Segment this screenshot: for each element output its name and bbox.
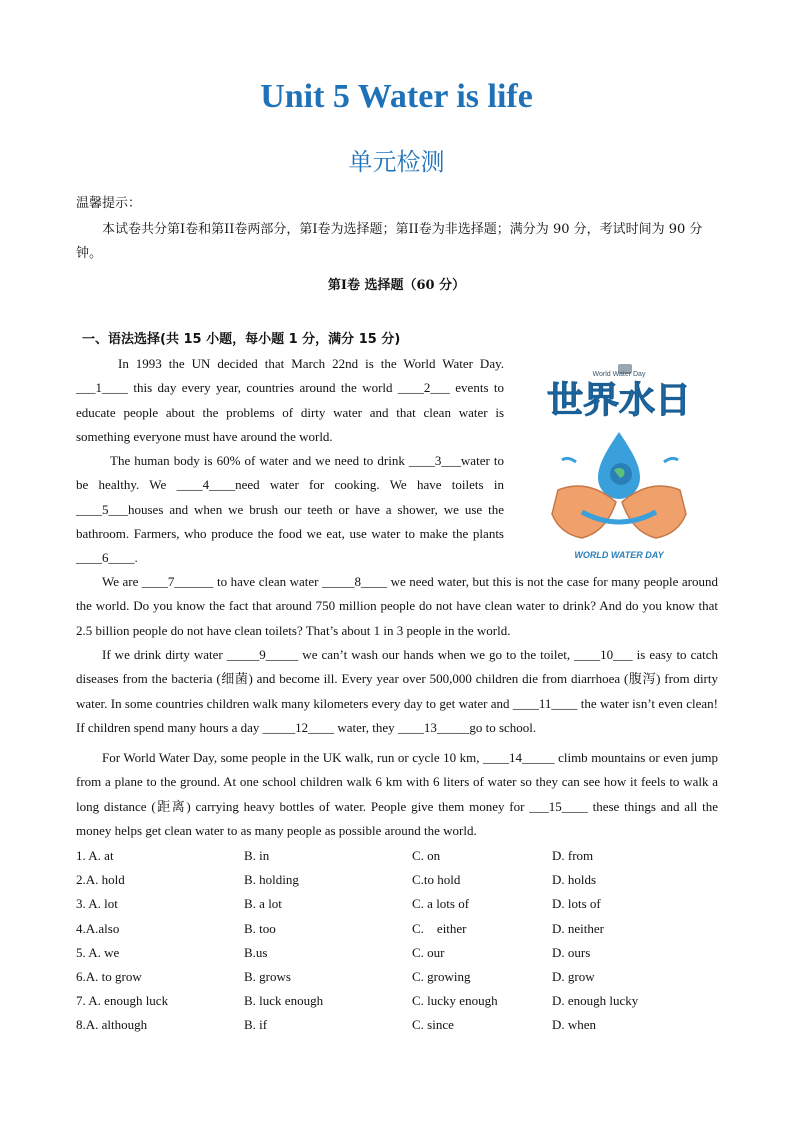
option-c: C. either [412,920,467,936]
option-a: 2.A. hold [76,872,125,888]
option-row [76,1013,736,1037]
option-a: 3. A. lot [76,896,118,912]
world-water-day-illustration [518,362,720,562]
page-title: Unit 5 Water is life [260,78,533,115]
part-one-heading: 第I卷 选择题（60 分） [327,278,466,293]
option-a: 1. A. at [76,848,114,863]
option-row [76,844,736,868]
option-c: C. on [412,848,441,863]
passage-paragraph-2: The human body is 60% of water and we need to drink ____3___water to be healthy. We ____4____need water for cooking. We have toilets in ____5___houses and when we brush our teeth or have a shower, we use the bathroom. Farmers, who produce the food we eat, use water to make the plants ____6____. [76,453,504,566]
option-a: 8.A. although [76,1017,148,1033]
option-c: C. a lots of [412,896,470,912]
passage-paragraph-1: In 1993 the UN decided that March 22nd is the World Water Day. ___1____ this day every year, countries around the world ____2___ events to educate people about the problems of dirty water and that clean water is something everyone must have around the world. [76,356,504,444]
option-row [76,917,736,941]
option-d: D. holds [552,872,597,888]
passage-paragraph-5: For World Water Day, some people in the UK walk, run or cycle 10 km, ____14_____ climb mountains or even jump from a plane to the ground. At one school children walk 6 km with 6 liters of water so they can see how it feels to walk a long distance (距离) carrying heavy bottles of water. People give them money for ___15____ these things and all the money helps get clean water to as many people as possible around the world. [76,750,718,838]
section-one-heading: 一、语法选择(共 15 小题，每小题 1 分，满分 15 分) [82,332,401,347]
option-d: D. when [552,1017,597,1033]
figure-top-caption: World Water Day [592,371,646,378]
page-subtitle: 单元检测 [348,148,445,176]
option-a: 6.A. to grow [76,968,142,984]
splash-icon [562,458,576,462]
option-b: B. if [244,1017,268,1033]
splash-icon [664,458,678,462]
option-b: B. a lot [244,896,282,912]
figure-chinese-title: 世界水日 [546,380,692,421]
passage-paragraph-4: If we drink dirty water _____9_____ we can’t wash our hands when we go to the toilet, ____10___ is easy to catch diseases from the bacteria (细菌) and become ill. Every year over 500,000 children die from diarrhoea (腹泻) from dirty water. In some countries children walk many kilometers every day to get water and ____11____ the water isn’t even clean! If children spend many hours a day _____12____ water, they ____13_____go to school. [76,647,718,735]
option-d: D. neither [552,920,604,936]
water-hands-graphic [518,362,720,562]
option-b: B.us [244,944,268,960]
notice-heading: 温馨提示： [76,196,142,211]
option-d: D. lots of [552,896,601,912]
option-d: D. from [552,848,594,863]
option-row [76,868,736,892]
option-row [76,965,736,989]
option-b: B. grows [244,968,291,984]
option-b: B. too [244,920,276,936]
option-row [76,989,736,1013]
figure-bottom-caption: WORLD WATER DAY [574,550,664,560]
answer-options [76,844,736,1038]
option-a: 4.A.also [76,920,120,936]
option-row [76,892,736,916]
option-b: B. luck enough [244,993,324,1009]
option-c: C. since [412,1017,454,1033]
passage-paragraph-3: We are ____7______ to have clean water _____8____ we need water, but this is not the case for many people around the world. Do you know the fact that around 750 million people do not have clean water to drink? And do you know that 2.5 billion people do not have clean toilets? That’s about 1 in 3 people in the world. [76,574,718,638]
option-b: B. holding [244,872,299,888]
option-a: 5. A. we [76,944,120,960]
option-c: C. growing [412,968,471,984]
option-c: C. lucky enough [412,993,498,1009]
option-a: 7. A. enough luck [76,993,169,1009]
option-d: D. enough lucky [552,993,639,1009]
option-c: C. our [412,944,445,960]
option-row [76,941,736,965]
option-b: B. in [244,848,270,863]
option-c: C.to hold [412,872,461,888]
option-d: D. ours [552,944,591,960]
option-d: D. grow [552,968,595,984]
notice-text: 本试卷共分第I卷和第II卷两部分，第I卷为选择题；第II卷为非选择题；满分为 90 分，考试时间为 90 分钟。 [76,222,703,261]
